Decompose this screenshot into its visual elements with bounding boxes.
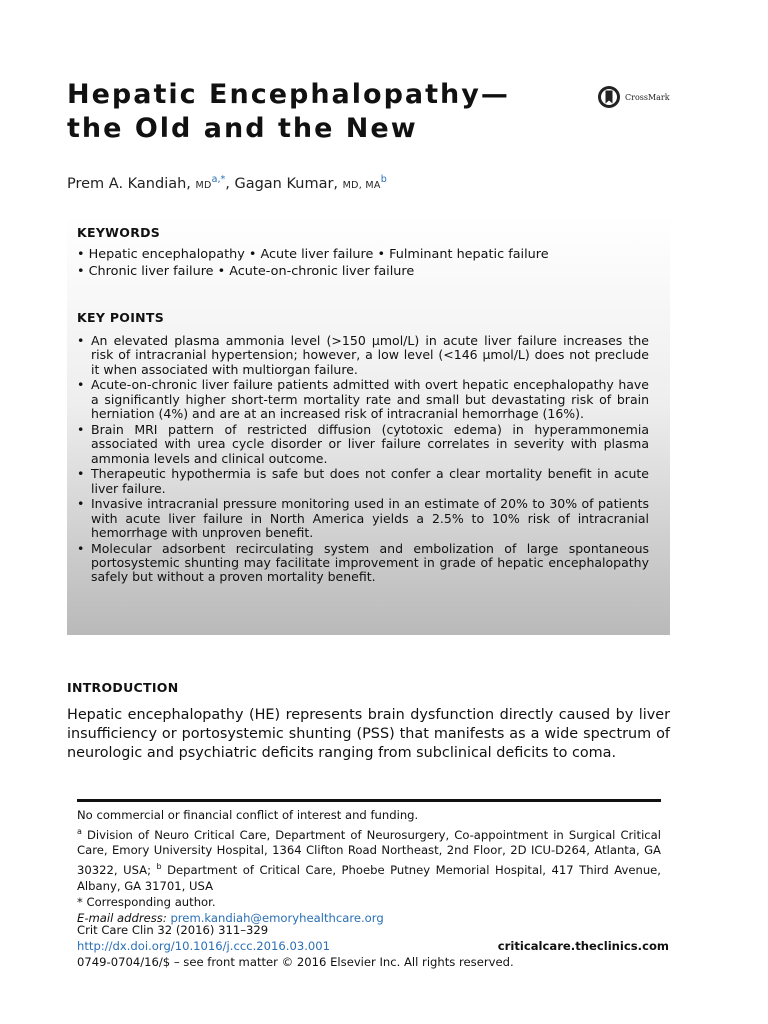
key-point-item: • Invasive intracranial pressure monitoring used in an estimate of 20% to 30% of patients with acute liver failure in North America yields a 2.5% to 10% risk of intracranial hemorrhage with unproven benefit.: [77, 497, 649, 540]
key-point-item: • An elevated plasma ammonia level (>150 μmol/L) in acute liver failure increases the risk of intracranial hypertension; however, a low level (<146 μmol/L) does not preclude it when associated with multiorgan failure.: [77, 334, 649, 377]
article-title: [67, 78, 567, 146]
introduction-heading: INTRODUCTION: [67, 680, 179, 695]
footnotes: [77, 808, 661, 926]
journal-site[interactable]: criticalcare.theclinics.com: [497, 939, 669, 953]
keywords-line-1: • Hepatic encephalopathy • Acute liver failure • Fulminant hepatic failure: [77, 247, 549, 262]
key-point-item: • Brain MRI pattern of restricted diffusion (cytotoxic edema) in hyperammonemia associated with urea cycle disorder or liver failure correlates in severity with plasma ammonia levels and clinical outcome.: [77, 423, 649, 466]
corresponding-author: * Corresponding author.: [77, 894, 216, 909]
affiliation-a: Division of Neuro Critical Care, Department of Neurosurgery, Co-appointment in Surgical Critical Care, Emory University Hospital, 1364 Clifton Road Northeast, 2nd Floor, 2D ICU-D264, Atlanta, GA 30322, USA;: [77, 827, 661, 878]
title-line-1: Hepatic Encephalopathy—: [67, 79, 510, 110]
journal-citation: Crit Care Clin 32 (2016) 311–329: [77, 923, 269, 937]
introduction-paragraph: Hepatic encephalopathy (HE) represents brain dysfunction directly caused by liver insufficiency or portosystemic shunting (PSS) that manifests as a wide spectrum of neurologic and psychiatric deficits ranging from subclinical deficits to coma.: [67, 707, 670, 761]
affiliation-b: Department of Critical Care, Phoebe Putney Memorial Hospital, 417 Third Avenue, Albany, GA 31701, USA: [77, 863, 661, 893]
crossmark-label: CrossMark: [625, 92, 670, 102]
affiliation-b-mark: b: [156, 862, 162, 872]
affiliations: [77, 824, 661, 895]
author-1-affiliation[interactable]: a,*: [211, 174, 226, 185]
key-point-item: • Molecular adsorbent recirculating system and embolization of large spontaneous portosystemic shunting may facilitate improvement in grade of hepatic encephalopathy safely but without a proven mortality benefit.: [77, 542, 649, 585]
key-points-list: [77, 334, 649, 586]
email-link[interactable]: prem.kandiah@emoryhealthcare.org: [170, 910, 384, 925]
copyright-line: 0749-0704/16/$ – see front matter © 2016 Elsevier Inc. All rights reserved.: [77, 955, 514, 969]
affiliation-a-mark: a: [77, 826, 82, 836]
keywords-keypoints-box: [67, 215, 670, 635]
crossmark-icon: [597, 85, 621, 109]
key-point-item: • Acute-on-chronic liver failure patients admitted with overt hepatic encephalopathy have a significantly higher short-term mortality rate and small but devastating risk of brain herniation (4%) and are at an increased risk of intracranial hemorrhage (16%).: [77, 378, 649, 421]
key-points-heading: KEY POINTS: [77, 310, 165, 325]
keywords-heading: KEYWORDS: [77, 225, 161, 240]
author-2-degree: MD, MA: [342, 179, 381, 191]
key-point-item: • Therapeutic hypothermia is safe but does not confer a clear mortality benefit in acute liver failure.: [77, 467, 649, 496]
doi-link[interactable]: http://dx.doi.org/10.1016/j.ccc.2016.03.001: [77, 939, 331, 953]
crossmark-badge[interactable]: [597, 85, 670, 109]
author-line: [67, 174, 387, 192]
footnote-divider: [77, 799, 661, 802]
author-2-affiliation[interactable]: b: [380, 174, 387, 185]
citation-block: [77, 922, 669, 970]
author-2-name: , Gagan Kumar,: [225, 175, 339, 192]
author-1-degree: MD: [195, 179, 212, 191]
author-1-name: Prem A. Kandiah,: [67, 175, 191, 192]
email-label: E-mail address:: [77, 910, 167, 925]
title-line-2: the Old and the New: [67, 113, 418, 144]
conflict-statement: No commercial or financial conflict of interest and funding.: [77, 808, 419, 822]
keywords-line-2: • Chronic liver failure • Acute-on-chronic liver failure: [77, 264, 415, 279]
